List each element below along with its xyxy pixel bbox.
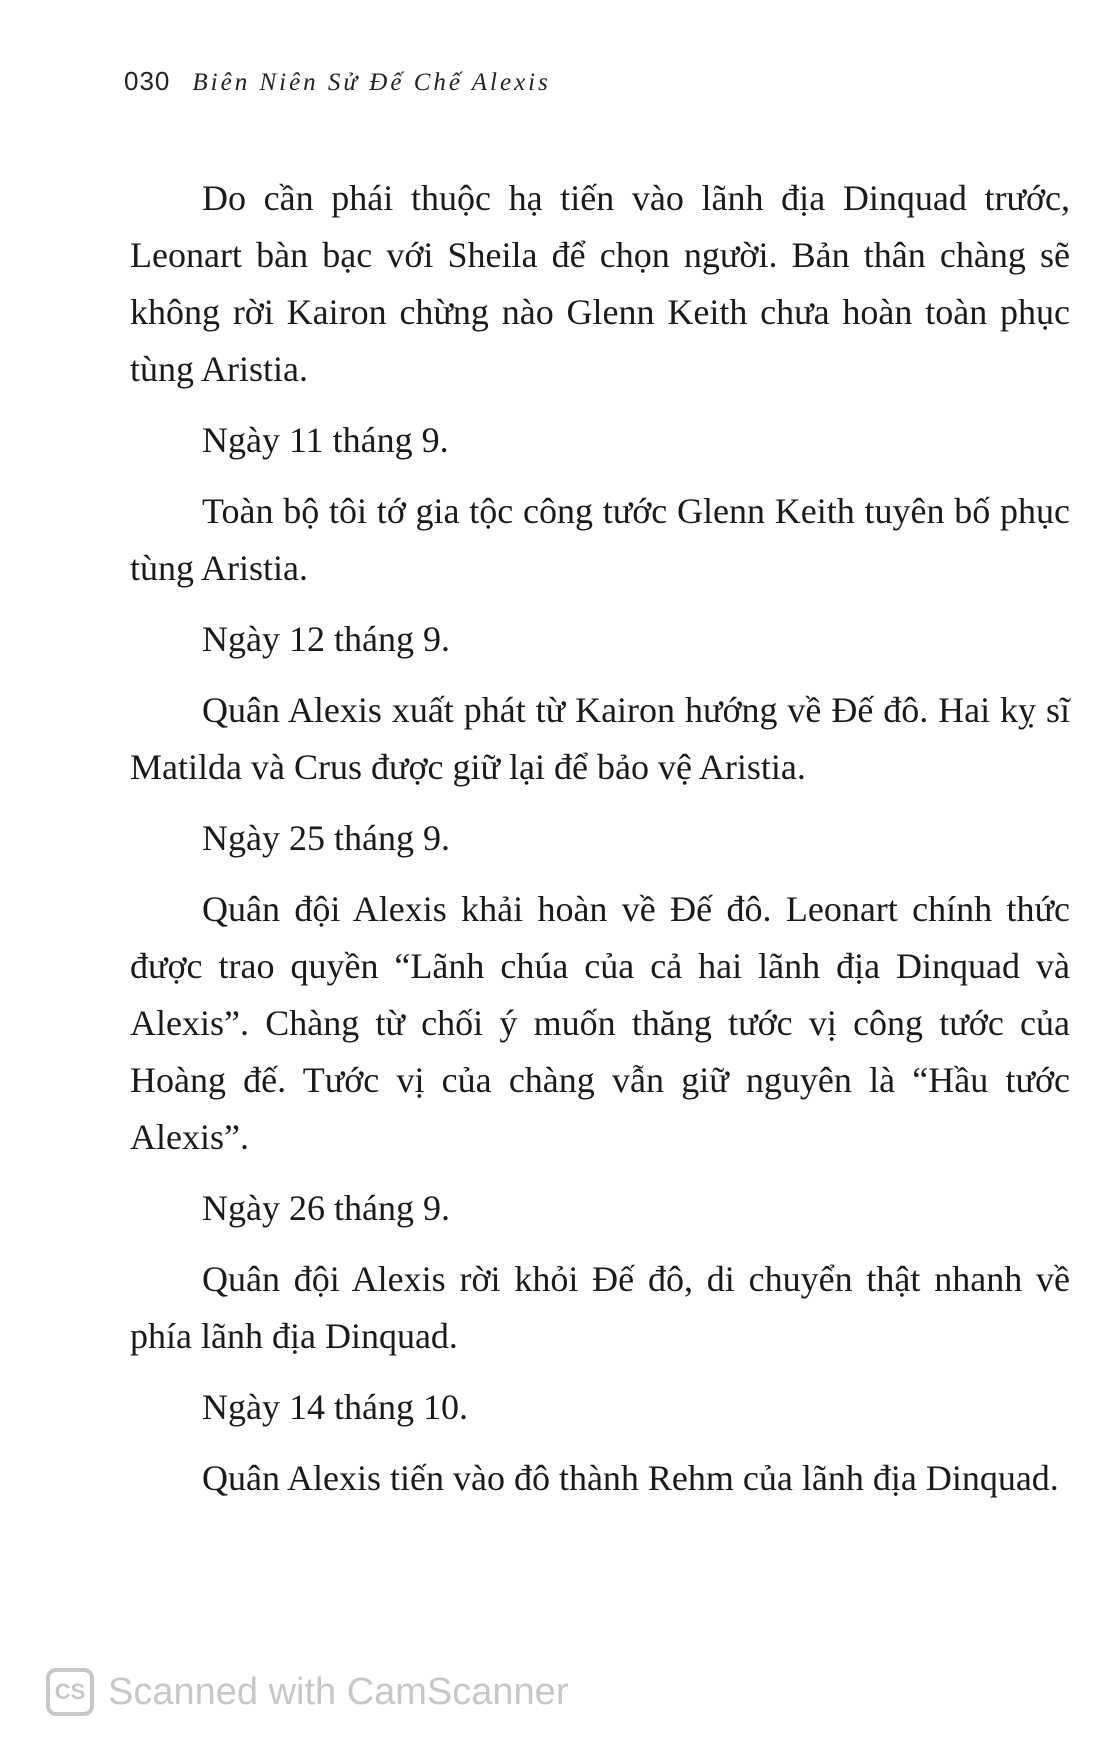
body-paragraph: Quân Alexis tiến vào đô thành Rehm của lãnh địa Dinquad.: [202, 1458, 1059, 1498]
page-header: [124, 66, 551, 97]
camscanner-logo-icon: CS: [46, 1668, 94, 1716]
body-paragraph: Do cần phái thuộc hạ tiến vào lãnh địa Dinquad trước, Leonart bàn bạc với Sheila để chọn người. Bản thân chàng sẽ không rời Kairon chừng nào Glenn Keith chưa hoàn toàn phục tùng Aristia.: [130, 178, 1070, 389]
body-paragraph: Quân đội Alexis rời khỏi Đế đô, di chuyển thật nhanh về phía lãnh địa Dinquad.: [130, 1259, 1070, 1356]
date-heading: Ngày 11 tháng 9.: [202, 420, 449, 460]
date-heading: Ngày 26 tháng 9.: [202, 1188, 450, 1228]
body-paragraph: Quân Alexis xuất phát từ Kairon hướng về Đế đô. Hai kỵ sĩ Matilda và Crus được giữ lại để bảo vệ Aristia.: [130, 690, 1070, 787]
page-body: [130, 170, 1070, 1521]
date-heading: Ngày 25 tháng 9.: [202, 818, 450, 858]
page-number: 030: [124, 66, 171, 96]
watermark-text: Scanned with CamScanner: [108, 1670, 569, 1713]
scanner-watermark: [46, 1668, 568, 1716]
date-heading: Ngày 14 tháng 10.: [202, 1387, 468, 1427]
body-paragraph: Toàn bộ tôi tớ gia tộc công tước Glenn Keith tuyên bố phục tùng Aristia.: [130, 491, 1070, 588]
date-heading: Ngày 12 tháng 9.: [202, 619, 450, 659]
running-title: Biên Niên Sử Đế Chế Alexis: [192, 69, 551, 96]
body-paragraph: Quân đội Alexis khải hoàn về Đế đô. Leonart chính thức được trao quyền “Lãnh chúa của cả hai lãnh địa Dinquad và Alexis”. Chàng từ chối ý muốn thăng tước vị công tước của Hoàng đế. Tước vị của chàng vẫn giữ nguyên là “Hầu tước Alexis”.: [130, 889, 1070, 1157]
